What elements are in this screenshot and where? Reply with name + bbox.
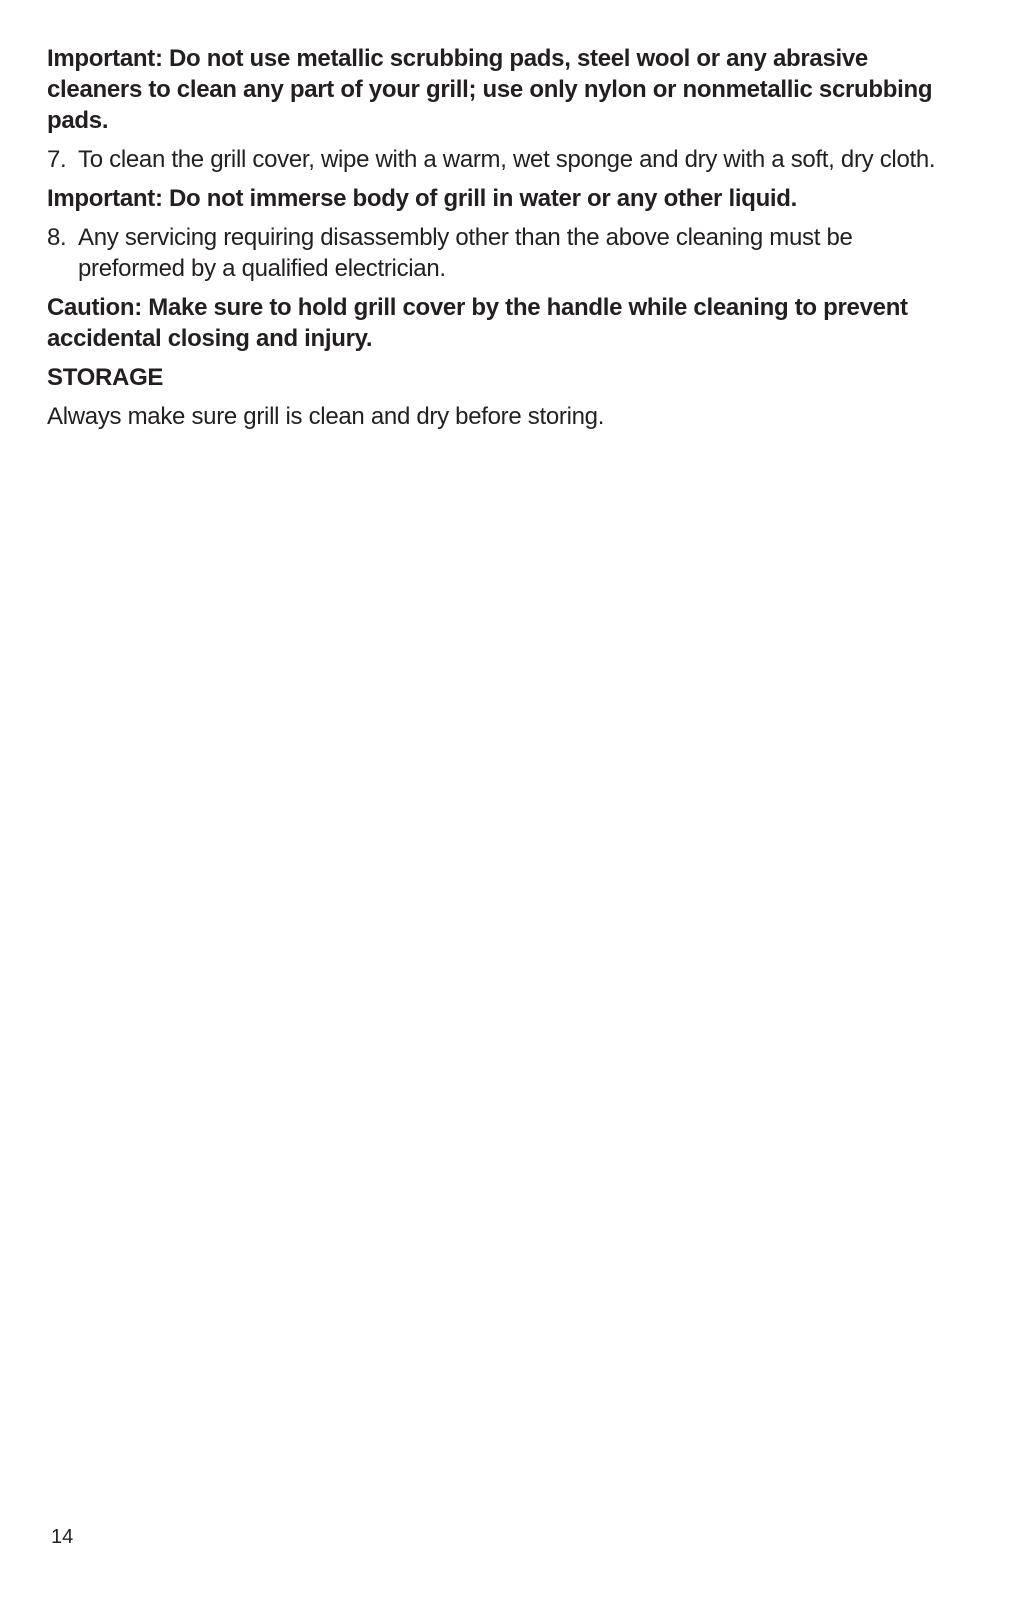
storage-heading: STORAGE	[47, 364, 164, 391]
important-note-scrubbing: Important: Do not use metallic scrubbing pads, steel wool or any abrasive cleaners to clean any part of your grill; use only nylon or nonmetallic scrubbing pads.	[47, 45, 933, 134]
page-number: 14	[51, 1526, 74, 1548]
list-item-7-number: 7.	[47, 146, 67, 173]
page-content	[47, 43, 947, 440]
caution-note: Caution: Make sure to hold grill cover by the handle while cleaning to prevent accidental closing and injury.	[47, 294, 908, 352]
important-note-immerse: Important: Do not immerse body of grill in water or any other liquid.	[47, 185, 798, 212]
list-item-8	[47, 222, 947, 284]
list-item-7	[47, 144, 947, 175]
list-item-8-number: 8.	[47, 224, 67, 251]
list-item-8-text: Any servicing requiring disassembly other than the above cleaning must be preformed by a qualified electrician.	[78, 224, 853, 282]
list-item-7-text: To clean the grill cover, wipe with a warm, wet sponge and dry with a soft, dry cloth.	[78, 146, 936, 173]
storage-text: Always make sure grill is clean and dry before storing.	[47, 403, 605, 430]
